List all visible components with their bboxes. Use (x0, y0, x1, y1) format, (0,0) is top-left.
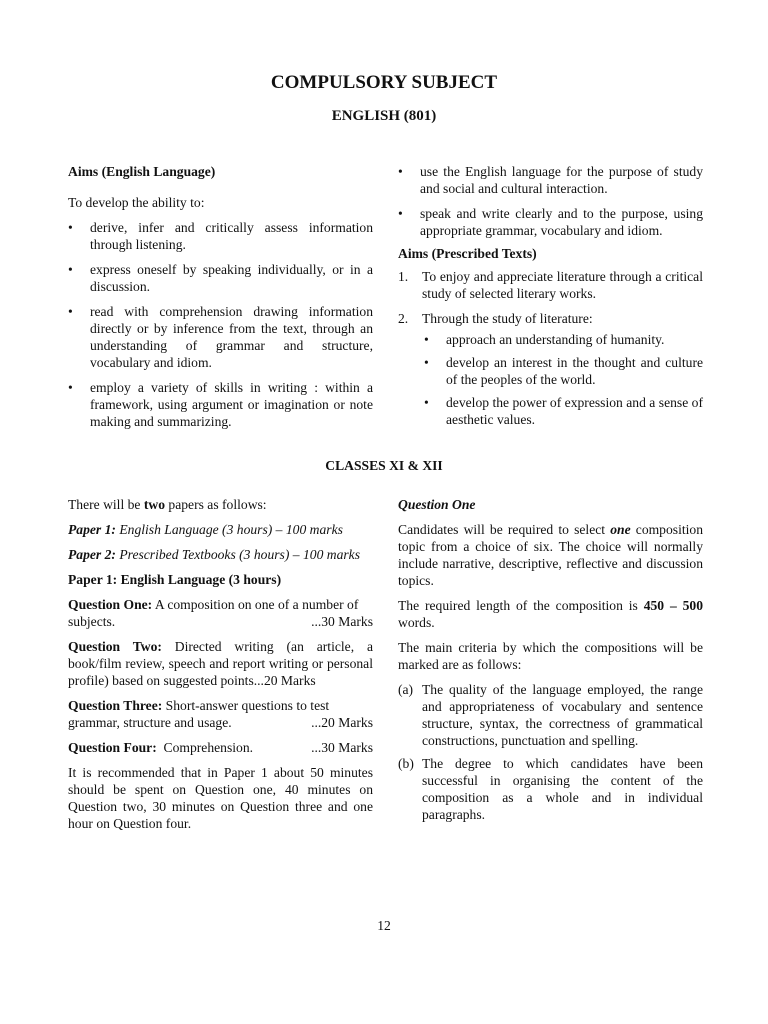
list-item: • develop an interest in the thought and culture of the peoples of the world. (422, 354, 703, 388)
marks: ...30 Marks (311, 740, 373, 755)
list-item (398, 268, 703, 302)
page-title: COMPULSORY SUBJECT (270, 72, 498, 93)
aims-texts-sub-list (422, 331, 703, 428)
list-number: 2. (398, 311, 409, 326)
page-number: 12 (377, 918, 391, 933)
list-item-text: Through the study of literature: (422, 311, 593, 326)
criteria-list (398, 681, 703, 823)
aims-language-section (68, 163, 373, 430)
list-item: • read with comprehension drawing information directly or by inference from the text, through an understanding of grammar and structure, vocabulary and idiom. (68, 303, 373, 371)
question-one-paragraph-3: The main criteria by which the compositions will be marked are as follows: (398, 640, 703, 672)
question-one-section (398, 496, 703, 829)
aims-texts-heading: Aims (Prescribed Texts) (398, 246, 537, 261)
list-item: • develop the power of expression and a sense of aesthetic values. (422, 394, 703, 428)
paper-1-line: Paper 1: English Language (3 hours) – 100 marks (68, 522, 343, 537)
question-three-item: Question Three: Short-answer questions to test grammar, structure and usage. ...20 Marks (68, 698, 373, 730)
list-item (398, 310, 703, 428)
question-one-item: Question One: A composition on one of a number of subjects. ...30 Marks (68, 597, 373, 629)
question-one-heading: Question One (398, 497, 476, 512)
question-one-paragraph-1: Candidates will be required to select one composition topic from a choice of six. The choice will normally include narrative, descriptive, reflective and discussion topics. (398, 522, 703, 588)
list-item-text: To enjoy and appreciate literature through a critical study of selected literary works. (422, 269, 703, 301)
aims-texts-list (398, 268, 703, 428)
list-number: 1. (398, 269, 409, 284)
aims-right-column (398, 163, 703, 434)
papers-intro: There will be two papers as follows: (68, 497, 267, 512)
question-one-paragraph-2: The required length of the composition is 450 – 500 words. (398, 598, 703, 630)
list-letter: (b) (398, 756, 414, 771)
list-item: • express oneself by speaking individually, or in a discussion. (68, 261, 373, 295)
classes-heading: CLASSES XI & XII (325, 458, 443, 473)
list-item-text: The quality of the language employed, the range and appropriateness of vocabulary and sentence structure, syntax, the correctness of grammatical constructions, punctuation and spelling. (422, 682, 703, 748)
aims-language-list (68, 219, 373, 430)
paper-2-line: Paper 2: Prescribed Textbooks (3 hours) – 100 marks (68, 547, 360, 562)
list-item: • speak and write clearly and to the purpose, using appropriate grammar, vocabulary and idiom. (398, 205, 703, 239)
paper-1-heading: Paper 1: English Language (3 hours) (68, 572, 282, 587)
list-item: • approach an understanding of humanity. (422, 331, 703, 348)
list-item (398, 681, 703, 749)
list-item (398, 755, 703, 823)
list-item-text: The degree to which candidates have been successful in organising the content of the composition as a whole and in individual paragraphs. (422, 756, 703, 822)
marks: ...20 Marks (311, 715, 373, 730)
question-two-item: Question Two: Directed writing (an article, a book/film review, speech and report writing or personal profile) based on suggested points...20 Marks (68, 639, 373, 688)
papers-section (68, 496, 373, 832)
page-subtitle: ENGLISH (801) (331, 108, 437, 124)
aims-language-intro: To develop the ability to: (68, 195, 205, 210)
aims-language-heading: Aims (English Language) (68, 164, 216, 179)
question-four-item: Question Four: Comprehension. ...30 Marks (68, 740, 373, 755)
list-item: • derive, infer and critically assess information through listening. (68, 219, 373, 253)
list-item: • employ a variety of skills in writing : within a framework, using argument or imagination or note making and summarizing. (68, 379, 373, 430)
aims-language-list-continued (398, 163, 703, 239)
list-item: • use the English language for the purpose of study and social and cultural interaction. (398, 163, 703, 197)
marks: ...30 Marks (311, 614, 373, 629)
time-recommendation: It is recommended that in Paper 1 about 50 minutes should be spent on Question one, 40 minutes on Question two, 30 minutes on Question three and one hour on Question four. (68, 765, 373, 831)
list-letter: (a) (398, 682, 414, 697)
